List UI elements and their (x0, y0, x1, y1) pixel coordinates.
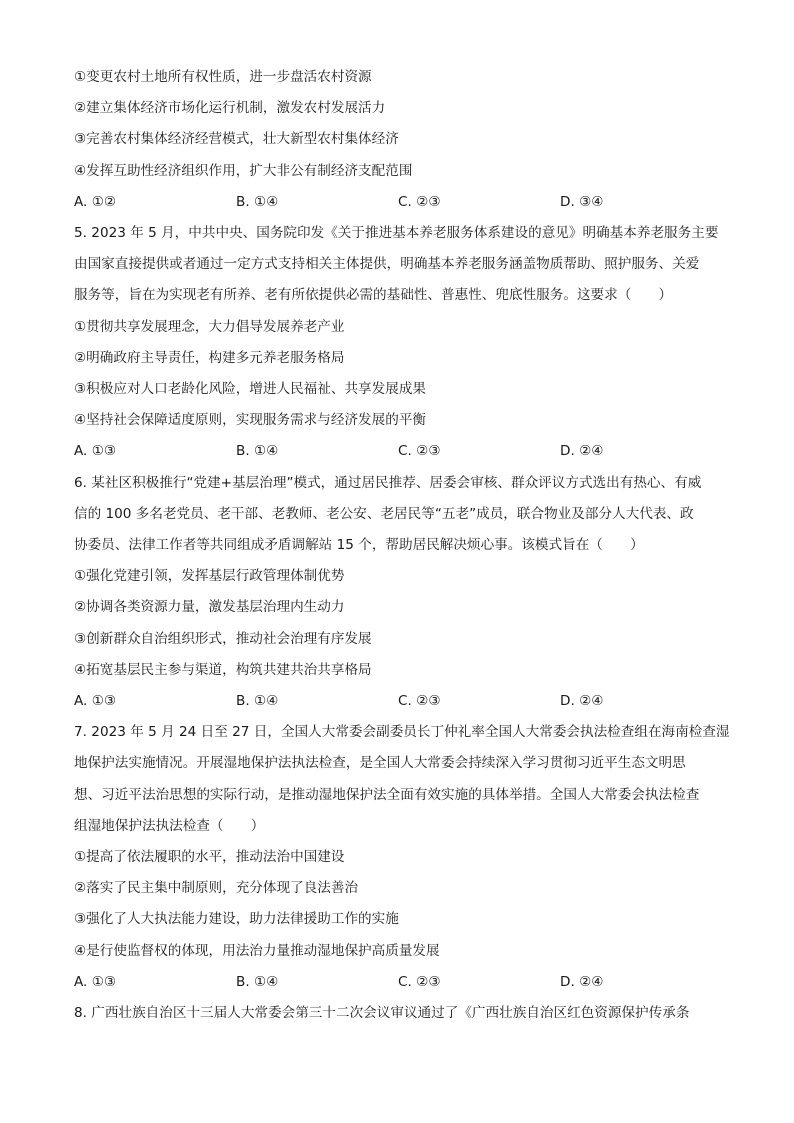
q4-options (74, 187, 724, 218)
q7-choice-4: ④是行使监督权的体现，用法治力量推动湿地保护高质量发展 (74, 942, 440, 959)
q5-stem-line-2: 由国家直接提供或者通过一定方式支持相关主体提供，明确基本养老服务涵盖物质帮助、照护服务、关爱 (74, 256, 700, 273)
q5-options (74, 436, 724, 467)
q6-option-c: C. ②③ (398, 693, 441, 710)
q5-option-c: C. ②③ (398, 443, 441, 460)
q6-choice-4: ④拓宽基层民主参与渠道，构筑共建共治共享格局 (74, 661, 372, 678)
q6-stem-line-2: 信的 100 多名老党员、老干部、老教师、老公安、老居民等“五老”成员，联合物业及部分人大代表、政 (74, 505, 694, 522)
q6-option-a: A. ①③ (74, 693, 117, 710)
q4-option-a: A. ①② (74, 193, 117, 210)
q6-choice-2: ②协调各类资源力量，激发基层治理内生动力 (74, 599, 345, 616)
q6-stem-line-1: 6. 某社区积极推行“党建+基层治理”模式，通过居民推荐、居委会审核、群众评议方式选出有热心、有威 (74, 474, 702, 491)
q4-option-b: B. ①④ (236, 193, 279, 210)
q7-choice-3: ③强化了人大执法能力建设，助力法律援助工作的实施 (74, 911, 399, 928)
q7-stem-line-4: 组湿地保护法执法检查（ ） (74, 817, 265, 834)
q4-choice-2: ②建立集体经济市场化运行机制，激发农村发展活力 (74, 100, 386, 117)
q5-option-a: A. ①③ (74, 443, 117, 460)
q4-choice-4: ④发挥互助性经济组织作用，扩大非公有制经济支配范围 (74, 162, 413, 179)
q5-option-d: D. ②④ (560, 443, 604, 460)
q6-choice-1: ①强化党建引领，发挥基层行政管理体制优势 (74, 568, 345, 585)
q6-choice-3: ③创新群众自治组织形式，推动社会治理有序发展 (74, 630, 372, 647)
q4-choice-1: ①变更农村土地所有权性质，进一步盘活农村资源 (74, 69, 372, 85)
q6-stem-line-3: 协委员、法律工作者等共同组成矛盾调解站 15 个，帮助居民解决烦心事。该模式旨在（ ） (74, 537, 644, 554)
q7-option-a: A. ①③ (74, 973, 117, 990)
q7-stem-line-1: 7. 2023 年 5 月 24 日至 27 日，全国人大常委会副委员长丁仲礼率全国人大常委会执法检查组在海南检查湿 (74, 724, 730, 741)
q4-option-c: C. ②③ (398, 193, 441, 210)
q5-choice-2: ②明确政府主导责任，构建多元养老服务格局 (74, 349, 345, 366)
q8-stem-line-1: 8. 广西壮族自治区十三届人大常委会第三十二次会议审议通过了《广西壮族自治区红色资源保护传承条 (74, 1005, 690, 1022)
q7-stem-line-3: 想、习近平法治思想的实际行动，是推动湿地保护法全面有效实施的具体举措。全国人大常委会执法检查 (74, 786, 700, 803)
q7-option-b: B. ①④ (236, 973, 279, 990)
q5-choice-4: ④坚持社会保障适度原则，实现服务需求与经济发展的平衡 (74, 412, 427, 429)
q5-stem-line-1: 5. 2023 年 5 月，中共中央、国务院印发《关于推进基本养老服务体系建设的意见》明确基本养老服务主要 (74, 225, 719, 242)
q7-option-c: C. ②③ (398, 973, 441, 990)
page-content (74, 62, 730, 1029)
q6-option-d: D. ②④ (560, 693, 604, 710)
q6-option-b: B. ①④ (236, 693, 279, 710)
q6-options (74, 686, 724, 717)
q4-choice-3: ③完善农村集体经济经营模式，壮大新型农村集体经济 (74, 131, 399, 148)
q5-choice-3: ③积极应对人口老龄化风险，增进人民福祉、共享发展成果 (74, 381, 427, 398)
q7-option-d: D. ②④ (560, 973, 604, 990)
q7-options (74, 967, 724, 998)
q7-choice-1: ①提高了依法履职的水平，推动法治中国建设 (74, 849, 345, 866)
q5-option-b: B. ①④ (236, 443, 279, 460)
q5-choice-1: ①贯彻共享发展理念，大力倡导发展养老产业 (74, 318, 345, 335)
q5-stem-line-3: 服务等，旨在为实现老有所养、老有所依提供必需的基础性、普惠性、兜底性服务。这要求（ ） (74, 287, 673, 304)
q7-choice-2: ②落实了民主集中制原则，充分体现了良法善治 (74, 880, 359, 897)
q7-stem-line-2: 地保护法实施情况。开展湿地保护法执法检查，是全国人大常委会持续深入学习贯彻习近平生态文明思 (74, 755, 686, 772)
q4-option-d: D. ③④ (560, 193, 604, 210)
